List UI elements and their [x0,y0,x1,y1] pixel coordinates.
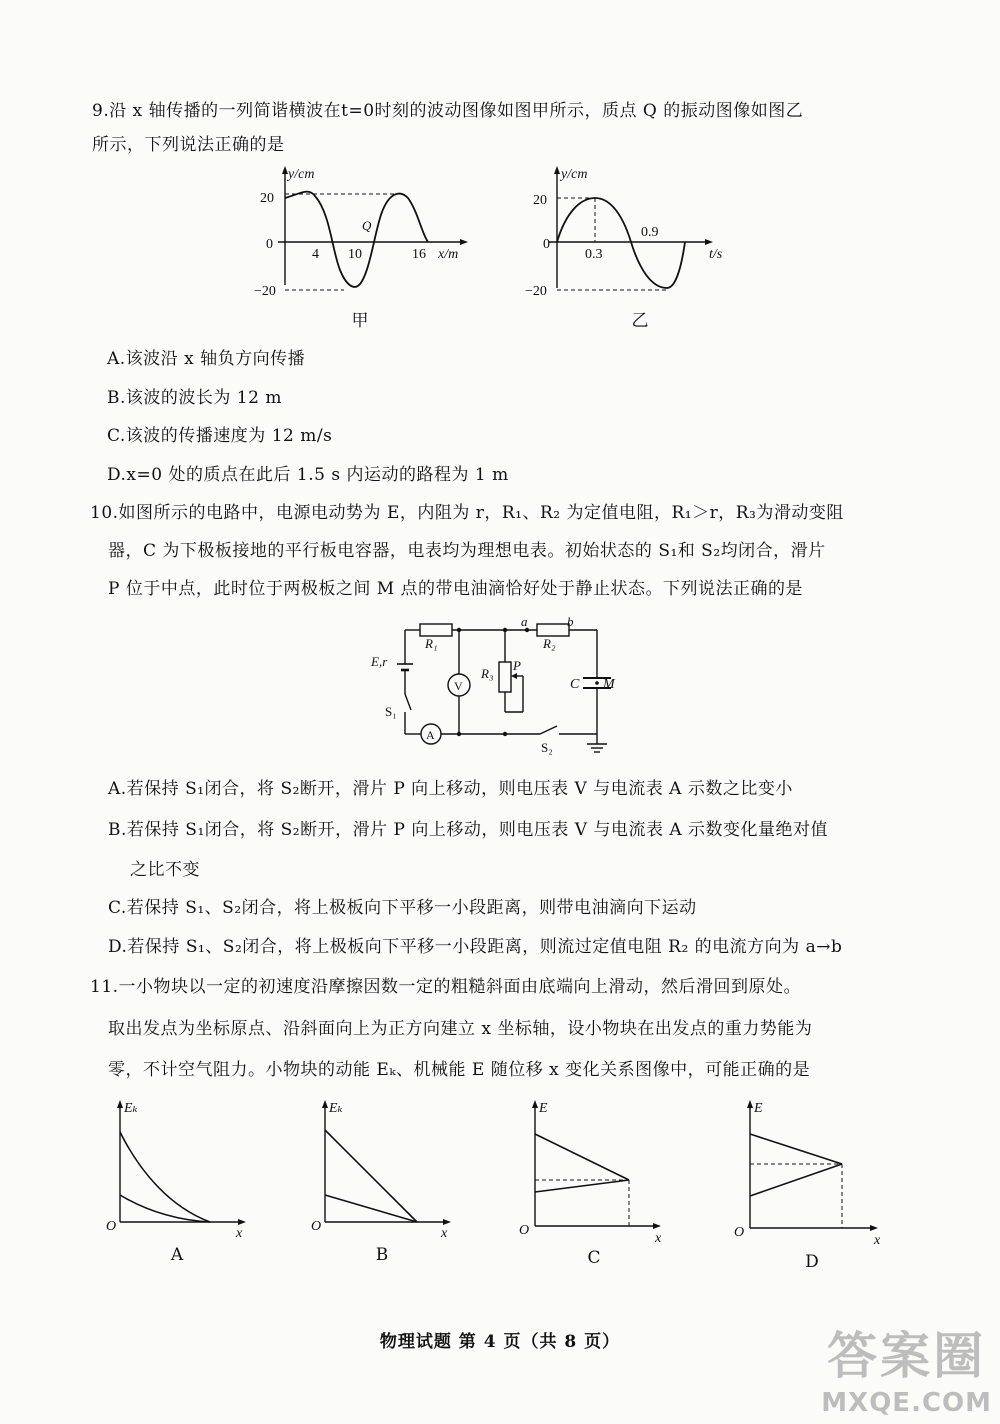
line-upper [750,1134,842,1164]
resistor-r2 [537,624,569,636]
q10-stem-line2: 器，C 为下极板接地的平行板电容器，电表均为理想电表。初始状态的 S₁和 S₂均闭合，滑片 [108,541,826,561]
graph-c [515,1092,675,1246]
switch-s2 [540,726,557,734]
q10-stem-line3: P 位于中点，此时位于两极板之间 M 点的带电油滴恰好处于静止状态。下列说法正确的是 [108,579,804,599]
q9-option-b: B.该波的波长为 12 m [107,388,282,408]
x-axis-label: x [874,1233,881,1248]
q9-option-d: D.x=0 处的质点在此后 1.5 s 内运动的路程为 1 m [107,465,509,485]
oil-drop-m [595,681,599,685]
graph-d [730,1092,895,1247]
point-q-label: Q [362,218,372,233]
vibration-graph-yi [505,160,755,300]
x-axis-arrow [460,239,468,245]
t-tick-0.3: 0.3 [585,247,603,262]
x-tick-10: 10 [348,247,362,262]
curve-lower [120,1195,210,1222]
q10-option-d: D.若保持 S₁、S₂闭合，将上极板向下平移一小段距离，则流过定值电阻 R₂ 的电流方向为 a→b [108,937,843,957]
q9-stem-line1: 9.沿 x 轴传播的一列简谐横波在t=0时刻的波动图像如图甲所示，质点 Q 的振动图像如图乙 [92,101,804,121]
watermark-logo-text: 答案圈 [827,1327,987,1385]
x-axis-label: x [655,1231,662,1246]
q10-option-a: A.若保持 S₁闭合，将 S₂断开，滑片 P 向上移动，则电压表 V 与电流表 A 示数之比变小 [108,779,793,799]
x-tick-16: 16 [412,247,426,262]
fig-yi-caption: 乙 [631,311,649,331]
t-axis-arrow [705,239,713,245]
line-lower [750,1164,842,1196]
y-tick-neg20: −20 [525,284,547,299]
switch-s1 [405,694,411,710]
q9-stem-line2: 所示，下列说法正确的是 [92,135,285,155]
label-m: M [603,677,615,692]
watermark [821,1316,992,1418]
wave-curve [285,192,428,287]
q9-option-c: C.该波的传播速度为 12 m/s [107,426,333,446]
label-r2: R₂ [543,636,556,651]
label-s2: S₂ [541,740,553,755]
circuit-diagram [365,612,655,762]
y-axis-label: Eₖ [124,1101,138,1116]
graph-c-caption: C [587,1248,601,1268]
q10-option-c: C.若保持 S₁、S₂闭合，将上极板向下平移一小段距离，则带电油滴向下运动 [108,898,697,918]
fig-jia-caption: 甲 [351,311,369,331]
t-axis-label: t/s [709,247,723,262]
x-tick-4: 4 [312,247,319,262]
origin-label: 0 [543,237,550,252]
wave-graph-jia [240,160,480,300]
graph-a [100,1092,260,1242]
label-s1: S₁ [385,704,397,719]
x-axis-label: x [236,1226,243,1241]
curve-upper [120,1132,210,1222]
label-c: C [570,677,580,692]
q10-option-b-line1: B.若保持 S₁闭合，将 S₂断开，滑片 P 向上移动，则电压表 V 与电流表 A 示数变化量绝对值 [108,820,829,840]
origin-label: O [106,1219,117,1234]
origin-label: O [519,1223,530,1238]
x-axis-label: x/m [438,247,459,262]
q11-stem-line2: 取出发点为坐标原点、沿斜面向上为正方向建立 x 坐标轴，设小物块在出发点的重力势能为 [108,1019,813,1039]
y-tick-neg20: −20 [254,284,276,299]
label-p: P [513,658,521,673]
origin-label: O [734,1225,745,1240]
t-tick-0.9: 0.9 [641,225,659,240]
y-axis-label: y/cm [288,167,315,182]
y-axis-label: E [539,1101,548,1116]
origin-label: 0 [266,237,273,252]
origin-label: O [311,1219,322,1234]
y-axis-label: Eₖ [329,1101,343,1116]
line-upper [535,1134,629,1180]
label-a-meter: A [426,728,435,742]
y-axis-label: y/cm [561,167,588,182]
label-b: b [567,614,574,629]
graph-a-caption: A [170,1245,184,1265]
q11-stem-line3: 零，不计空气阻力。小物块的动能 Eₖ、机械能 E 随位移 x 变化关系图像中，可能正确的是 [108,1060,811,1080]
y-tick-20: 20 [533,193,547,208]
watermark-site: MXQE.COM [821,1388,992,1418]
y-axis-arrow [554,166,560,174]
q10-stem-line1: 10.如图所示的电路中，电源电动势为 E，内阻为 r，R₁、R₂ 为定值电阻，R₁＞r，R₃为滑动变阻 [90,503,844,523]
q10-option-b-line2: 之比不变 [130,860,200,880]
resistor-r3 [499,662,511,692]
vibration-curve [557,198,685,288]
graph-d-caption: D [805,1252,819,1272]
label-r3: R₃ [481,666,494,681]
label-source: E,r [371,654,388,669]
label-v: V [454,679,463,693]
resistor-r1 [420,624,452,636]
q9-option-a: A.该波沿 x 轴负方向传播 [107,349,306,369]
y-tick-20: 20 [260,191,274,206]
y-axis-label: E [754,1101,763,1116]
label-r1: R₁ [425,636,438,651]
q11-stem-line1: 11.一小物块以一定的初速度沿摩擦因数一定的粗糙斜面由底端向上滑动，然后滑回到原处。 [90,977,802,997]
x-axis-label: x [441,1226,448,1241]
line-lower [535,1180,629,1192]
graph-b-caption: B [375,1245,389,1265]
graph-b [305,1092,465,1242]
label-a: a [521,614,528,629]
page-footer: 物理试题 第 4 页（共 8 页） [379,1332,621,1352]
